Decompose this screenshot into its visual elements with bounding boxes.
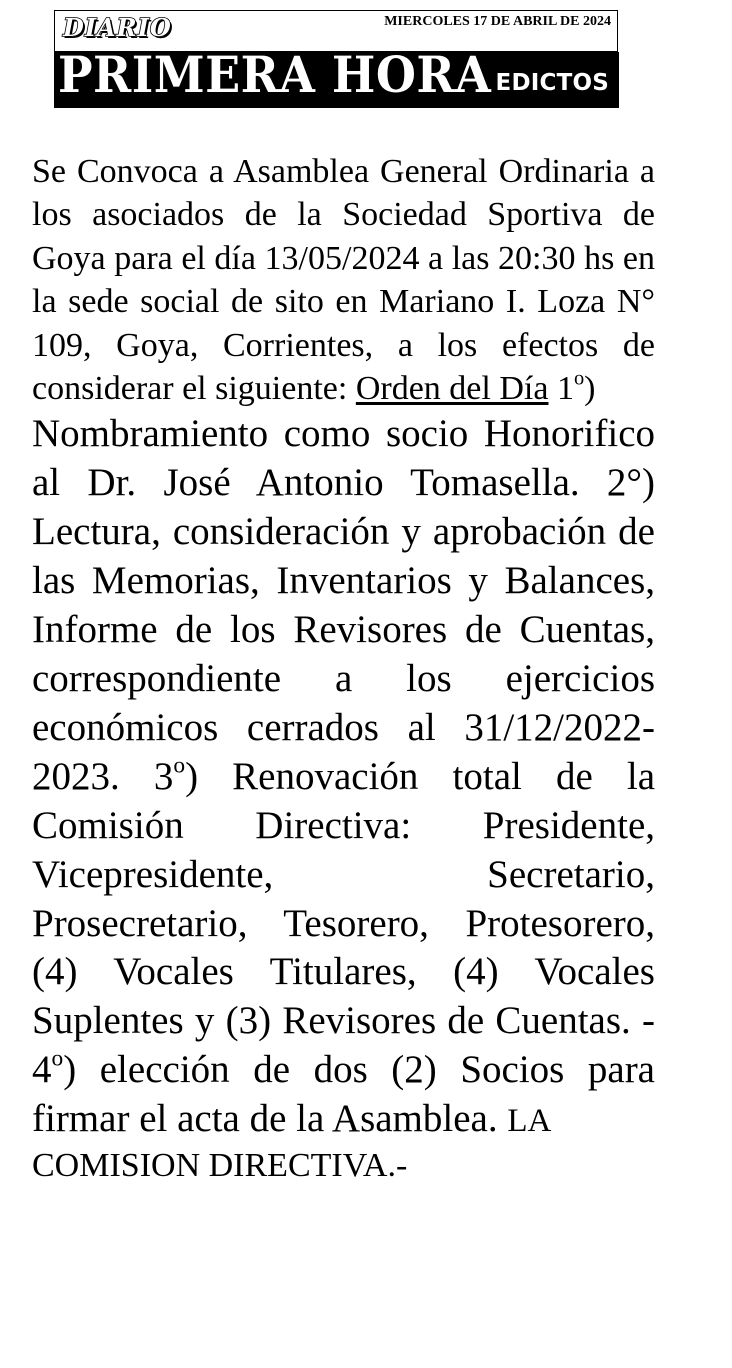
edict-agenda: [32, 410, 655, 1144]
agenda-item-4: ) elección de dos (2) Socios para firmar el acta de la Asamblea.: [32, 1048, 655, 1141]
brand-primera-hora: PRIMERA HORA: [58, 45, 492, 104]
item1-close: ): [584, 370, 596, 408]
signature: COMISION DIRECTIVA.-: [32, 1147, 408, 1185]
ordinal-mark: o: [51, 1045, 64, 1072]
edict-intro-text: Se Convoca a Asamblea General Ordinaria a los asociados de la Sociedad Sportiva de Goya para el día 13/05/2024 a las 20:30 hs en la sede social de sito en Mariano I. Loza N° 109, Goya, Corrientes, a los efectos de considerar el siguiente:: [32, 153, 655, 408]
brand-diario: DIARIO: [63, 13, 172, 42]
agenda-title: Orden del Día: [355, 370, 549, 408]
section-label: EDICTOS: [495, 70, 609, 96]
item4-number: 4: [32, 1048, 52, 1092]
item3-number: 3: [153, 754, 174, 798]
agenda-items-1-2: Nombramiento como socio Honorifico al Dr. José Antonio Tomasella. 2°) Lectura, consideración y aprobación de las Memorias, Inventarios y Balances, Informe de los Revisores de Cuentas, correspondiente a los ejercicios económicos cerrados al 31/12/2022-2023.: [32, 412, 655, 798]
edict-intro: [32, 150, 655, 410]
ordinal-mark: o: [573, 367, 585, 390]
publication-date: MIERCOLES 17 DE ABRIL DE 2024: [384, 14, 611, 29]
agenda-item-3: ) Renovación total de la Comisión Directiva: Presidente, Vicepresidente, Secretario, Prosecretario, Tesorero, Protesorero, (4) Vocales Titulares, (4) Vocales Suplentes y (3) Revisores de Cuentas. -: [32, 754, 656, 1043]
signature-prefix: LA: [507, 1103, 552, 1140]
edict-text: [32, 150, 655, 1187]
item1-number: 1: [556, 370, 574, 408]
ordinal-mark: o: [173, 752, 186, 779]
masthead: [54, 10, 619, 108]
